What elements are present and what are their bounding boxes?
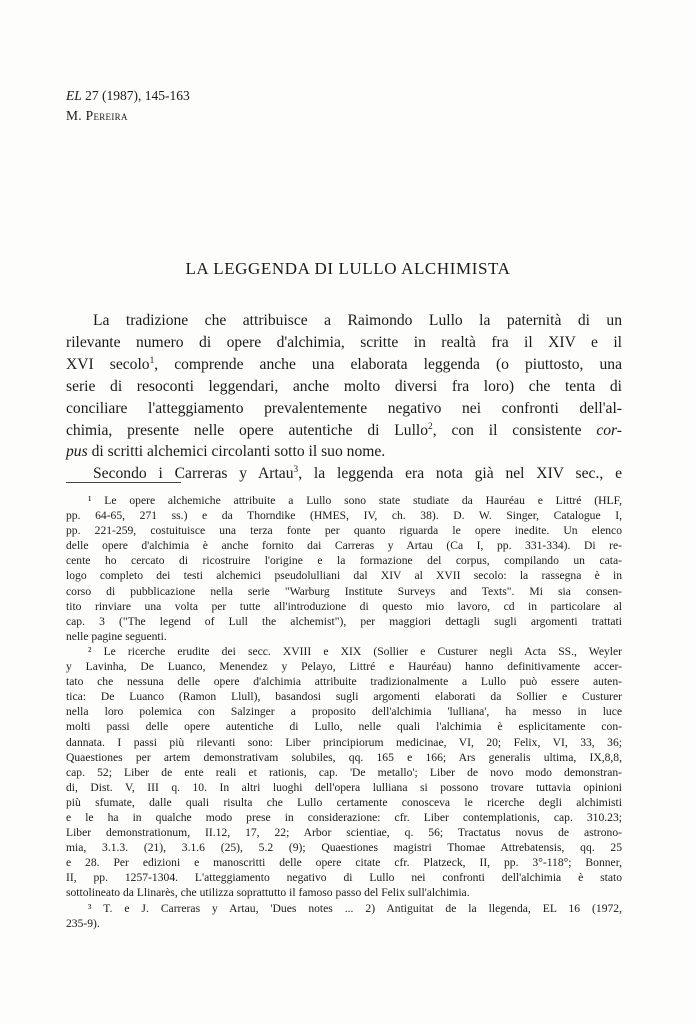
body-line [66, 420, 622, 442]
body-text: , comprende anche una elaborata leggenda (o piuttosto, una [154, 355, 622, 373]
body-line: conciliare l'atteggiamento prevalentemente negativo nei confronti dell'al- [66, 399, 622, 417]
article-body [66, 310, 622, 485]
footnote-line: tito rinviare una volta per tutte all'introduzione di questo mio lavoro, cd in particolare al [66, 599, 622, 613]
citation-numbers: 27 (1987), 145-163 [81, 88, 190, 103]
footnote-line: cap. 52; Liber de ente reali et rationis, cap. 'De metallo'; Liber de novo modo demonstran- [66, 765, 622, 779]
footnote-line: cap. 3 ("The legend of Lull the alchemist"), per maggiori dettagli sugli argomenti trattati [66, 614, 622, 628]
body-line: rilevante numero di opere d'alchimia, scritte in realtà fra il XIV e il [66, 333, 622, 351]
body-text: , con il consistente [432, 421, 597, 439]
footnote-line: II, pp. 1257-1304. L'atteggiamento negativo di Lullo nei confronti dell'alchimia è stato [66, 871, 622, 885]
body-line [66, 354, 622, 376]
footnote-line: tato che nessuna delle opere d'alchimia attribuite tradizionalmente a Lullo può essere auten- [66, 675, 622, 689]
author-name: M. Pereira [66, 108, 128, 123]
footnote-line: 235-9). [66, 916, 100, 930]
footnotes [66, 493, 622, 931]
footnote-line: e le ha in qualche modo prese in considerazione: cfr. Liber contemplationis, cap. 310.23; [66, 810, 622, 824]
footnote-marker-2: 2 [428, 421, 433, 432]
footnote-line: ³ T. e J. Carreras y Artau, 'Dues notes ... 2) Antiguitat de la llegenda, EL 16 (1972, [88, 901, 622, 915]
body-line [66, 441, 622, 463]
footnote-line: di, Dist. V, III q. 10. In altri luoghi dell'opera lulliana si possono trovare tuttavia opinioni [66, 780, 622, 794]
footnote-line: ¹ Le opere alchemiche attribuite a Lullo sono state studiate da Hauréau e Littré (HLF, [88, 494, 622, 507]
footnote-separator [66, 482, 181, 483]
footnote-line: Quaestiones per artem demonstrativam solubiles, qq. 165 e 166; Ars generalis ultima, IX,8,8, [66, 750, 622, 764]
footnote-marker-1: 1 [149, 355, 155, 366]
footnote-line: pp. 64-65, 271 ss.) e da Thorndike (HMES, IV, ch. 38). D. W. Singer, Catalogue I, [66, 509, 622, 523]
footnote-line: y Lavinha, De Luanco, Menendez y Pelayo, Littré e Hauréau) hanno definitivamente accer- [66, 660, 622, 674]
body-text: Secondo i Carreras y Artau [93, 465, 294, 483]
footnote-line: molti passi delle opere autentiche di Lullo, nelle quali l'alchimia è esplicitamente con- [66, 720, 622, 734]
footnote-line: nelle pagine seguenti. [66, 629, 167, 643]
footnote-1 [66, 493, 622, 644]
footnote-3 [66, 901, 622, 931]
article-title: LA LEGGENDA DI LULLO ALCHIMISTA [185, 259, 511, 278]
footnote-line: più sfumate, dalle quali risulta che Lullo certamente conosceva le ricerche degli alchimisti [66, 795, 622, 809]
body-line: La tradizione che attribuisce a Raimondo Lullo la paternità di un [93, 312, 622, 329]
footnote-line: tica: De Luanco (Ramon Llull), basandosi sugli argomenti elaborati da Sollier e Custurer [66, 690, 622, 704]
footnote-line: nella loro polemica con Salzinger a proposito dell'alchimia 'lulliana', ha messo in luce [66, 705, 622, 719]
footnote-line: mia, 3.1.3. (21), 3.1.6 (25), 5.2 (9); Quaestiones magistri Thomae Attrebatensis, qq. 25 [66, 841, 622, 855]
paragraph-1 [66, 310, 622, 463]
footnote-line: ² Le ricerche erudite dei secc. XVIII e XIX (Sollier e Custurer negli Acta SS., Weyler [88, 644, 622, 658]
footnote-line: corso di pubblicazione nella serie "Warburg Institute Surveys and Texts". Mi sia consen- [66, 584, 622, 598]
footnote-line: delle opere d'alchimia è anche fornito dai Carreras y Artau (Ca I, pp. 331-334). Di re- [66, 539, 622, 553]
body-line: serie di resoconti leggendari, anche molto diversi fra loro) che tenta di [66, 377, 622, 395]
footnote-line: pp. 221-259, costuituisce una terza fonte per quanto riguarda le opere inedite. Un elenco [66, 524, 622, 538]
footnote-line: e 28. Per edizioni e manoscritti delle opere citate cfr. Platzeck, II, pp. 3°-118°; Bonner, [66, 856, 622, 870]
body-italic: cor- [596, 421, 622, 439]
footnote-line: dannata. I passi più rilevanti sono: Liber principiorum medicinae, VI, 20; Felix, VI, 33, 36; [66, 735, 622, 749]
footnote-line: sottolineato da Llinarès, che utilizza soprattutto il famoso passo del Felix sull'alchimia. [66, 886, 470, 900]
journal-citation [66, 86, 190, 106]
footnote-marker-3: 3 [293, 465, 299, 476]
body-text: XVI secolo [66, 355, 150, 373]
body-italic: pus [66, 443, 88, 461]
body-text: chimia, presente nelle opere autentiche di Lullo [66, 421, 429, 439]
body-text: di scritti alchemici circolanti sotto il suo nome. [87, 443, 386, 461]
footnote-2 [66, 644, 622, 901]
body-text: , la leggenda era nota già nel XIV sec., e [298, 465, 622, 483]
footnote-line: Liber demonstrationum, II.12, 17, 22; Arbor scientiae, q. 56; Tractatus novus de astrono- [66, 826, 622, 840]
footnote-line: cente ho cercato di ricostruire l'origine e la formazione del corpus, compilando un cata- [66, 554, 622, 568]
page-header [66, 86, 190, 126]
footnote-line: logo completo dei testi alchemici pseudolulliani dal XIV al XVII secolo: la rassegna è in [66, 569, 622, 583]
journal-abbr: EL [66, 88, 82, 103]
